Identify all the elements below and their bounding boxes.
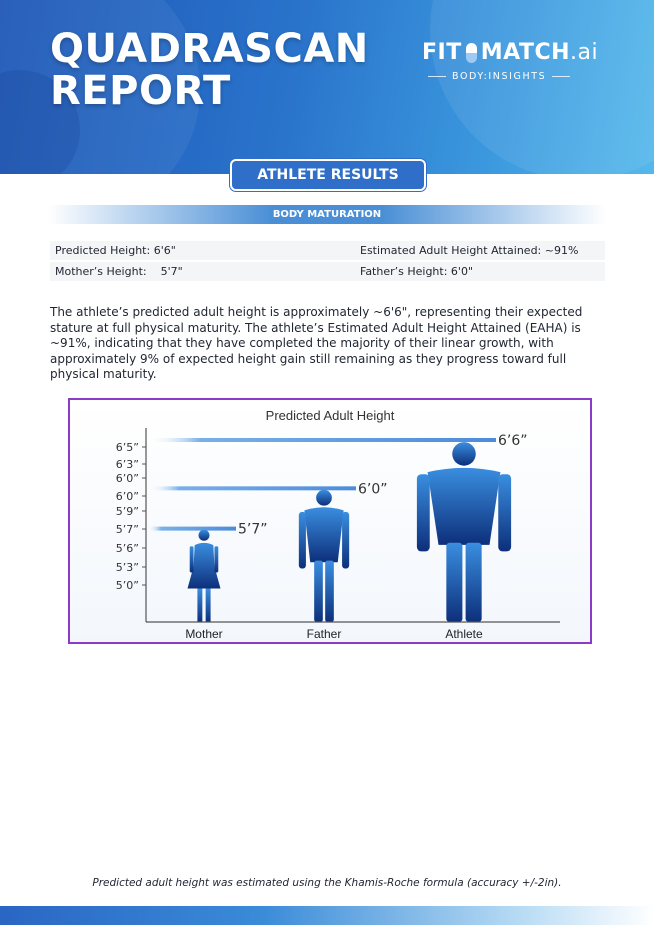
height-chart [68,398,592,644]
logo-text-fit: FIT [422,40,462,65]
metrics-row [50,262,605,281]
figure-torso [304,507,343,562]
logo-tagline: BODY:INSIGHTS [452,71,547,82]
summary-paragraph: The athlete’s predicted adult height is approximately ~6'6", representing their expected stature at full physical maturity. The athlete’s Estimated Adult Height Attained (EAHA) is ~91%, indicating that they have completed the majority of their linear growth, with approximately 9% of expected height gain still remaining as they progress toward full physical maturity. [50,305,583,381]
figure-head [199,530,210,541]
height-chart-svg [70,400,590,642]
figure-leg [197,588,202,622]
y-tick-label: 6’3” [115,458,139,471]
figure-arm [190,546,194,572]
logo-text-match: MATCH [480,40,571,65]
person-figure-mother [188,530,221,622]
figure-leg [325,561,334,622]
figure-leg [314,561,323,622]
y-tick-label: 5’9” [115,505,139,518]
logo-text-ai: .ai [570,40,599,65]
mother-height: Mother’s Height: 5'7" [55,265,183,278]
footer-bar [0,906,654,925]
footnote: Predicted adult height was estimated using the Khamis-Roche formula (accuracy +/-2in). [92,877,562,889]
figure-arm [498,474,511,551]
y-tick-label: 5’3” [115,561,139,574]
figure-torso [428,468,501,545]
header-decoration [430,0,654,174]
y-tick-label: 6’0” [115,490,139,503]
chart-title: Predicted Adult Height [265,408,395,423]
figure-arm [342,512,349,569]
y-tick-label: 5’6” [115,542,139,555]
height-reference-line [148,527,236,531]
divider [552,76,570,77]
figure-arm [299,512,306,569]
section-band: BODY MATURATION [48,205,606,224]
y-tick-label: 6’0” [115,472,139,485]
height-reference-line [148,438,496,442]
figure-leg [466,543,482,622]
height-value-label: 6’0” [358,481,388,498]
predicted-height: Predicted Height: 6'6" [55,244,176,257]
figure-leg [206,588,211,622]
section-badge: ATHLETE RESULTS [230,159,426,191]
height-reference-line [148,486,356,490]
y-tick-label: 5’0” [115,579,139,592]
metrics-row [50,241,605,260]
category-label: Athlete [445,627,483,641]
y-tick-label: 6’5” [115,441,139,454]
y-tick-label: 5’7” [115,523,139,536]
person-figure-father [299,490,349,622]
figure-arm [417,474,430,551]
brand-logo [422,40,602,82]
father-height: Father’s Height: 6'0" [360,265,474,278]
capsule-icon [466,43,477,63]
height-value-label: 6’6” [498,433,528,449]
category-label: Mother [185,627,223,641]
divider [428,76,446,77]
height-value-label: 5’7” [238,521,268,538]
figure-leg [446,543,462,622]
person-figure-athlete [417,442,511,622]
figure-arm [214,546,218,572]
category-label: Father [306,627,342,641]
eaha-value: Estimated Adult Height Attained: ~91% [360,244,579,257]
report-title: QUADRASCAN REPORT [50,26,369,114]
report-header [0,0,654,174]
figure-head [316,490,332,506]
figure-head [452,442,476,466]
